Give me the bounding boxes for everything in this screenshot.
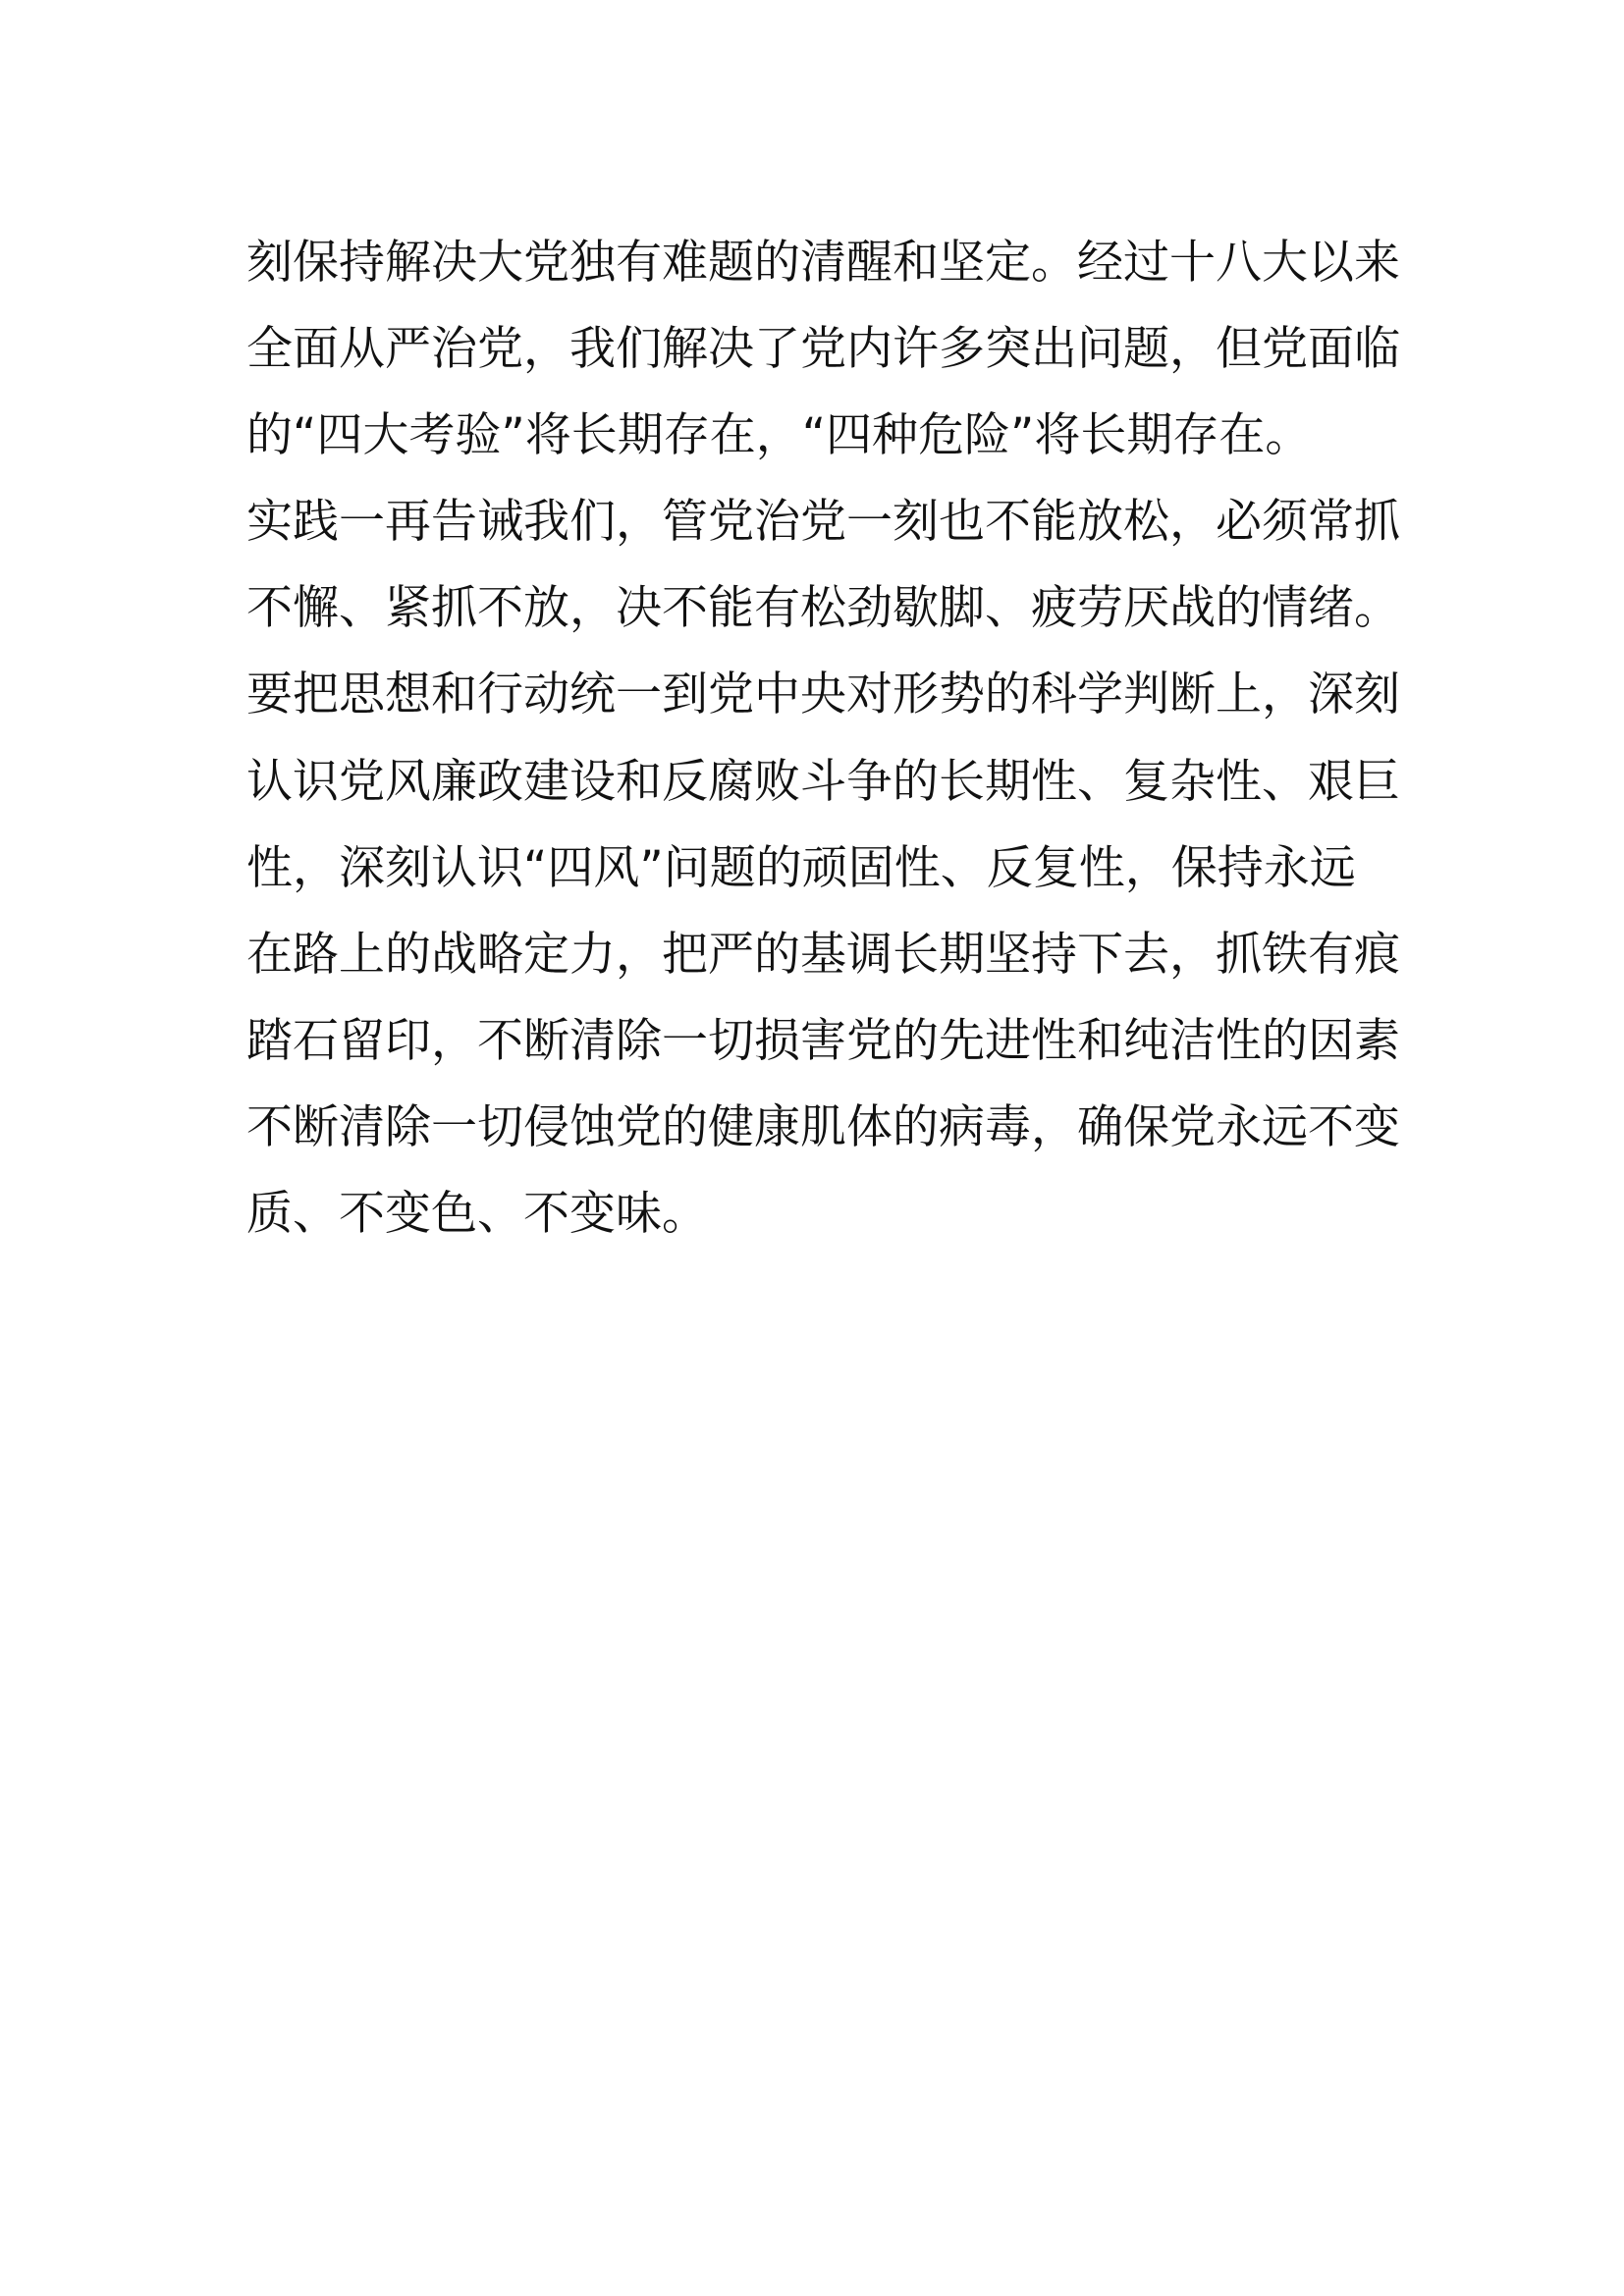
body-paragraph [246,220,1400,1257]
text-line: 性，深刻认识“四风”问题的顽固性、反复性，保持永远 [246,840,1356,895]
text-line: 的“四大考验”将长期存在，“四种危险”将长期存在。 [246,408,1312,463]
text-line: 不断清除一切侵蚀党的健康肌体的病毒，确保党永远不变 [246,1099,1400,1154]
text-line: 踏石留印，不断清除一切损害党的先进性和纯洁性的因素 [246,1013,1400,1068]
text-line: 刻保持解决大党独有难题的清醒和坚定。经过十八大以来 [246,236,1400,290]
text-line: 要把思想和行动统一到党中央对形势的科学判断上，深刻 [246,667,1400,722]
text-line: 质、不变色、不变味。 [246,1187,708,1242]
text-line: 全面从严治党，我们解决了党内许多突出问题，但党面临 [246,322,1400,377]
text-line: 不懈、紧抓不放，决不能有松劲歇脚、疲劳厌战的情绪。 [246,581,1400,636]
text-line: 实践一再告诫我们，管党治党一刻也不能放松，必须常抓 [246,495,1400,550]
text-line: 认识党风廉政建设和反腐败斗争的长期性、复杂性、艰巨 [246,754,1400,809]
text-line: 在路上的战略定力，把严的基调长期坚持下去，抓铁有痕 [246,927,1400,982]
